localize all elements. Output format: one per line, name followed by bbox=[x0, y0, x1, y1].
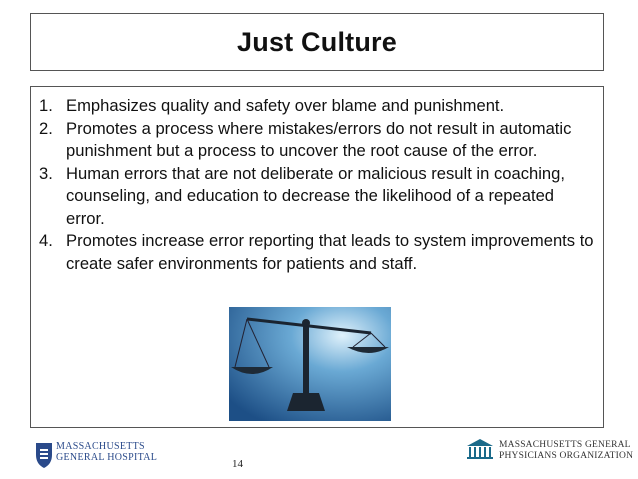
list-item-number: 1. bbox=[39, 96, 53, 115]
list-item bbox=[39, 163, 595, 231]
list-item bbox=[39, 118, 595, 163]
mgh-logo-text bbox=[56, 441, 157, 463]
mgpo-logo-text bbox=[499, 440, 633, 462]
scales-of-justice-image bbox=[229, 307, 391, 421]
list-item-number: 3. bbox=[39, 163, 53, 183]
list-item-text: Promotes a process where mistakes/errors do not result in automatic punishment but a process to uncover the root cause of the error. bbox=[66, 118, 572, 160]
list-item bbox=[39, 230, 595, 275]
list-item-text: Promotes increase error reporting that leads to system improvements to create safer environments for patients and staff. bbox=[66, 231, 594, 273]
building-icon bbox=[465, 437, 495, 461]
title-box bbox=[30, 13, 604, 71]
list-item bbox=[39, 95, 595, 118]
mgpo-logo-line1: MASSACHUSETTS GENERAL bbox=[499, 440, 631, 450]
mgpo-logo-line2: PHYSICIANS ORGANIZATION bbox=[499, 451, 634, 461]
mgh-logo-line2: GENERAL HOSPITAL bbox=[56, 452, 158, 463]
shield-icon bbox=[34, 441, 54, 469]
slide-title: Just Culture bbox=[237, 26, 397, 57]
list-item-number: 2. bbox=[39, 118, 53, 138]
list-item-text: Emphasizes quality and safety over blame and punishment. bbox=[66, 96, 505, 115]
mgh-logo-line1: MASSACHUSETTS bbox=[56, 441, 145, 452]
scales-of-justice-icon bbox=[229, 307, 391, 421]
page-number: 14 bbox=[232, 458, 243, 470]
content-box bbox=[30, 86, 604, 428]
list-item-number: 4. bbox=[39, 231, 53, 250]
numbered-list bbox=[39, 95, 595, 275]
list-item-text: Human errors that are not deliberate or malicious result in coaching, counseling, and education to decrease the likelihood of a repeated error. bbox=[66, 163, 565, 228]
